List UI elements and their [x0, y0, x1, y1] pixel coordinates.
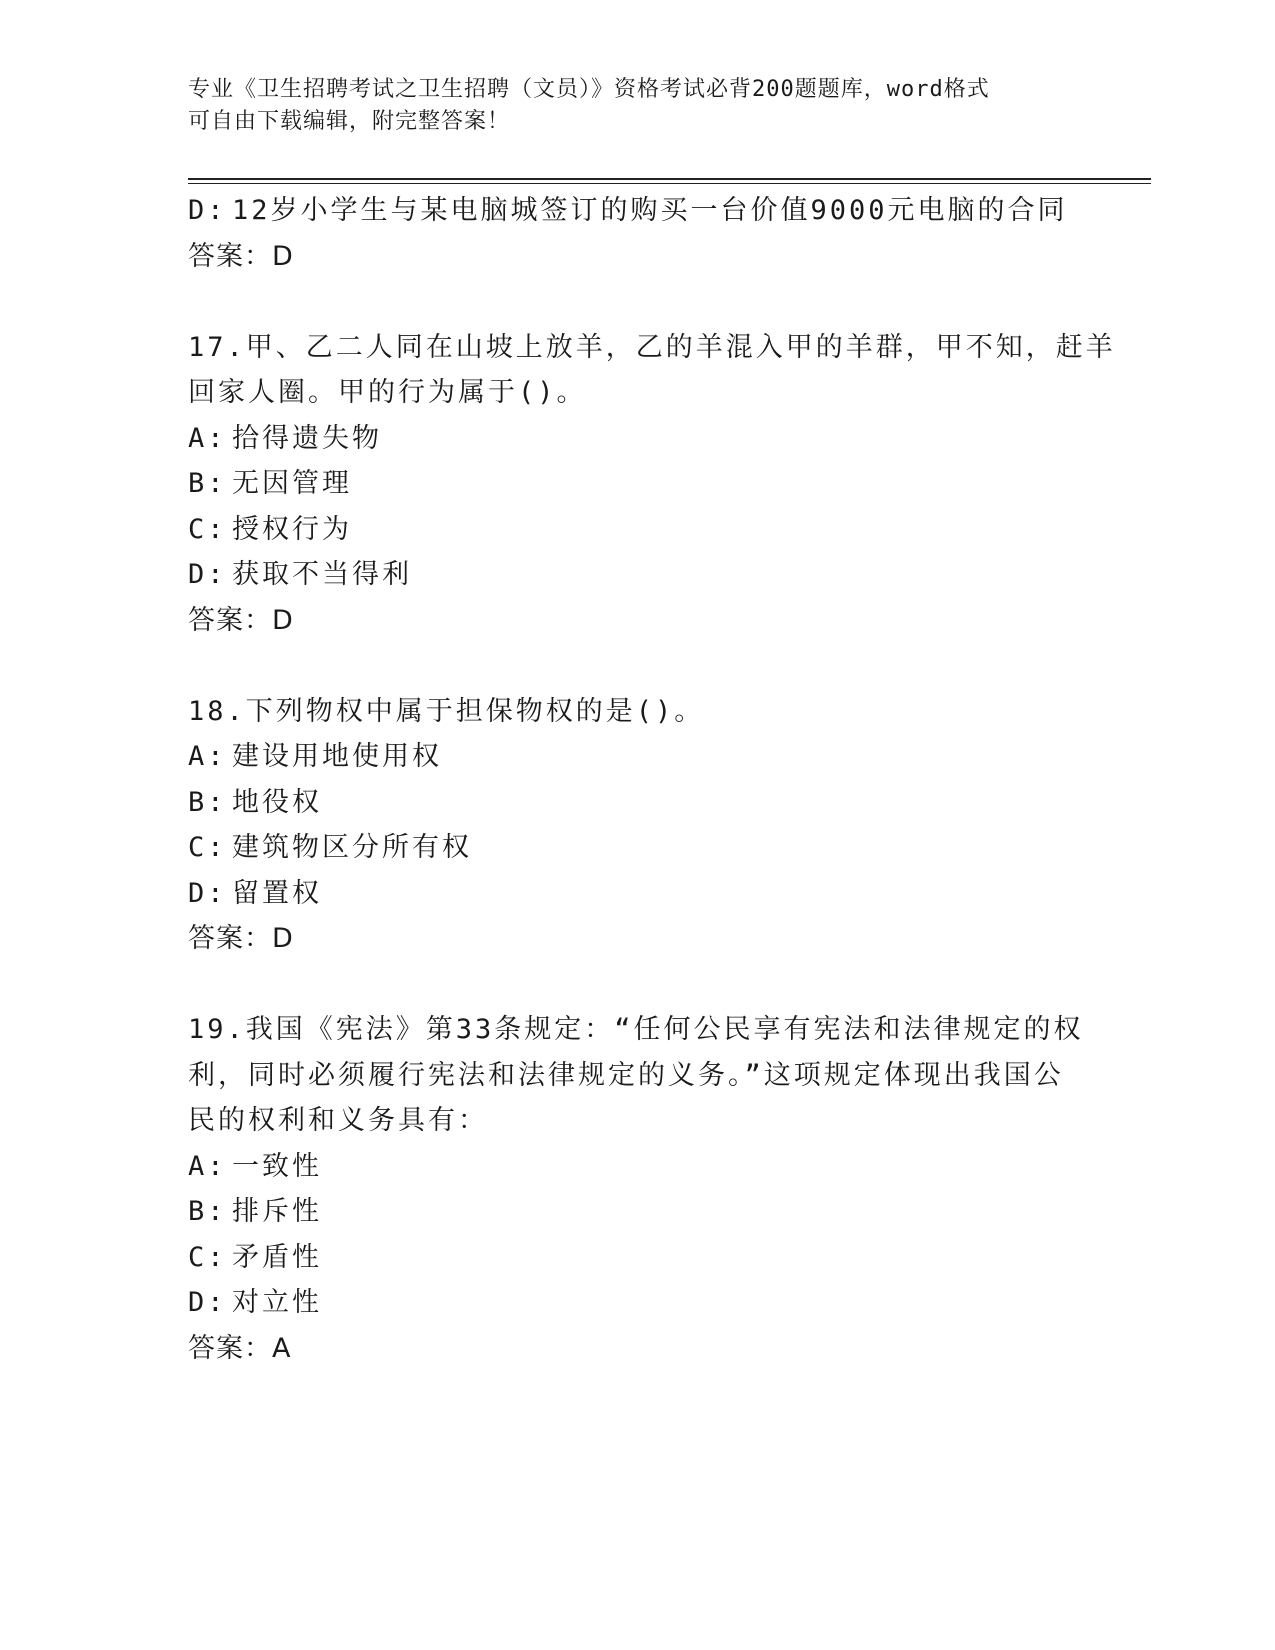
- option-text: 12岁小学生与某电脑城签订的购买一台价值9000元电脑的合同: [232, 195, 1068, 226]
- option-label: A:: [188, 741, 227, 772]
- option-text: 建筑物区分所有权: [232, 832, 472, 863]
- option-text: 拾得遗失物: [232, 422, 382, 454]
- option-label: D:: [188, 1287, 227, 1318]
- option-text: 对立性: [232, 1287, 322, 1318]
- option-text: 授权行为: [232, 513, 352, 545]
- header-divider-thin: [188, 183, 1151, 184]
- answer: 答案：D: [188, 923, 294, 954]
- option-label: B:: [188, 1196, 227, 1227]
- page-content: [188, 188, 1116, 1371]
- header-line-1: 专业《卫生招聘考试之卫生招聘（文员）》资格考试必背200题题库，word格式: [188, 77, 990, 102]
- option-label: B:: [188, 786, 227, 818]
- option-a: [188, 416, 1088, 462]
- question-18: [188, 689, 1088, 962]
- option-text: 无因管理: [232, 468, 352, 499]
- option-b: [188, 1189, 1088, 1235]
- option-label: A:: [188, 422, 227, 454]
- option-label: D:: [188, 195, 227, 226]
- question-text-line: 19.我国《宪法》第33条规定：“任何公民享有宪法和法律规定的权: [188, 1014, 1084, 1045]
- spacer: [188, 279, 1088, 325]
- question-text-line: 利，同时必须履行宪法和法律规定的义务。”这项规定体现出我国公: [188, 1059, 1064, 1091]
- option-d: [188, 552, 1088, 598]
- option-d: [188, 871, 1088, 917]
- question-text-line: 回家人圈。甲的行为属于()。: [188, 377, 587, 408]
- page-header: [188, 74, 1088, 138]
- answer-previous: 答案：D: [188, 240, 294, 272]
- option-label: C:: [188, 832, 227, 863]
- question-text-line: 18.下列物权中属于担保物权的是()。: [188, 695, 705, 727]
- spacer: [188, 962, 1088, 1008]
- option-c: [188, 507, 1088, 553]
- answer: 答案：D: [188, 604, 294, 636]
- header-divider-thick: [188, 178, 1151, 180]
- option-text: 一致性: [232, 1150, 322, 1182]
- option-label: D:: [188, 877, 227, 909]
- option-text: 地役权: [232, 786, 322, 818]
- header-line-2: 可自由下载编辑，附完整答案！: [188, 109, 511, 134]
- question-text-line: 17.甲、乙二人同在山坡上放羊，乙的羊混入甲的羊群，甲不知，赶羊: [188, 331, 1116, 363]
- option-text: 排斥性: [232, 1196, 322, 1227]
- option-label: B:: [188, 468, 227, 499]
- question-19: [188, 1007, 1088, 1371]
- option-b: [188, 461, 1088, 507]
- question-17: [188, 325, 1116, 644]
- option-label: A:: [188, 1150, 227, 1182]
- option-label: C:: [188, 513, 227, 545]
- option-text: 建设用地使用权: [232, 741, 442, 772]
- option-b: [188, 780, 1088, 826]
- answer: 答案：A: [188, 1332, 292, 1364]
- option-text: 获取不当得利: [232, 559, 412, 590]
- option-text: 矛盾性: [232, 1241, 322, 1273]
- spacer: [188, 643, 1088, 689]
- option-label: C:: [188, 1241, 227, 1273]
- option-a: [188, 734, 1088, 780]
- question-text-line: 民的权利和义务具有：: [188, 1105, 488, 1136]
- option-d: [188, 1280, 1088, 1326]
- option-d-previous: [188, 188, 1088, 234]
- option-a: [188, 1144, 1088, 1190]
- option-label: D:: [188, 559, 227, 590]
- option-c: [188, 825, 1088, 871]
- option-text: 留置权: [232, 877, 322, 909]
- option-c: [188, 1235, 1088, 1281]
